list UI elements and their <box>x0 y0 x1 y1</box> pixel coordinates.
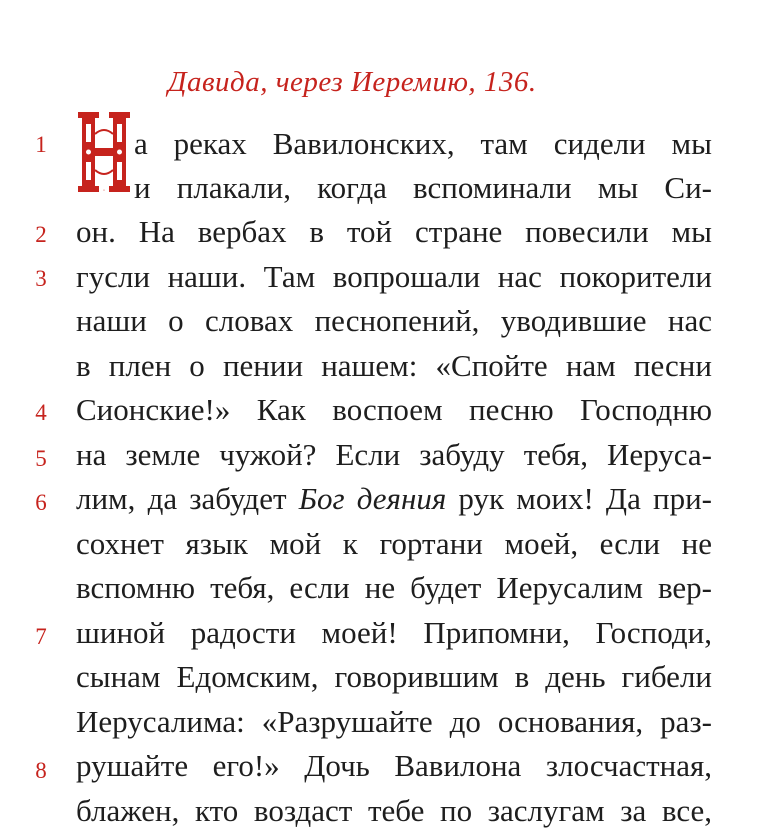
text-line: он. На вербах в той стране повесили мы <box>76 214 712 249</box>
text-line: шиной радости моей! Припомни, Господи, <box>76 615 712 650</box>
verse-number: 8 <box>35 758 47 783</box>
text-line: на земле чужой? Если забуду тебя, Иеруса- <box>76 437 712 472</box>
text-line: гусли наши. Там вопрошали нас покорители <box>76 259 712 294</box>
text-segment: лим, да забудет <box>76 481 287 516</box>
verse-number: 6 <box>35 490 47 515</box>
text-line: блажен, кто воздаст тебе по заслугам за все, <box>76 793 712 828</box>
text-segment: рук моих! Да при- <box>458 481 713 516</box>
text-line: Иерусалима: «Разрушайте до основания, раз- <box>76 704 712 739</box>
verse-number: 7 <box>35 624 47 649</box>
text-line: сынам Едомским, говорившим в день гибели <box>76 659 712 694</box>
drop-cap-letter: Н <box>103 190 105 192</box>
text-line: рушайте его!» Дочь Вавилона злосчастная, <box>76 748 712 783</box>
italic-insertion: Бог деяния <box>298 481 447 516</box>
text-line: сохнет язык мой к гортани моей, если не <box>76 526 712 561</box>
text-line: в плен о пении нашем: «Спойте нам песни <box>76 348 712 383</box>
text-line: а реках Вавилонских, там сидели мы <box>134 126 712 161</box>
text-line: наши о словах песнопений, уводившие нас <box>76 303 712 338</box>
text-line: Сионские!» Как воспоем песню Господню <box>76 392 712 427</box>
verse-number: 5 <box>35 446 47 471</box>
drop-cap-ornament <box>78 112 130 192</box>
psalm-heading: Давида, через Иеремию, 136. <box>168 66 537 98</box>
verse-number: 4 <box>35 400 47 425</box>
verse-number: 2 <box>35 222 47 247</box>
verse-number: 3 <box>35 266 47 291</box>
text-line-mixed <box>76 481 712 517</box>
text-line: и плакали, когда вспоминали мы Си- <box>134 170 712 205</box>
text-line: вспомню тебя, если не будет Иерусалим вер- <box>76 570 712 605</box>
verse-number: 1 <box>35 132 47 157</box>
